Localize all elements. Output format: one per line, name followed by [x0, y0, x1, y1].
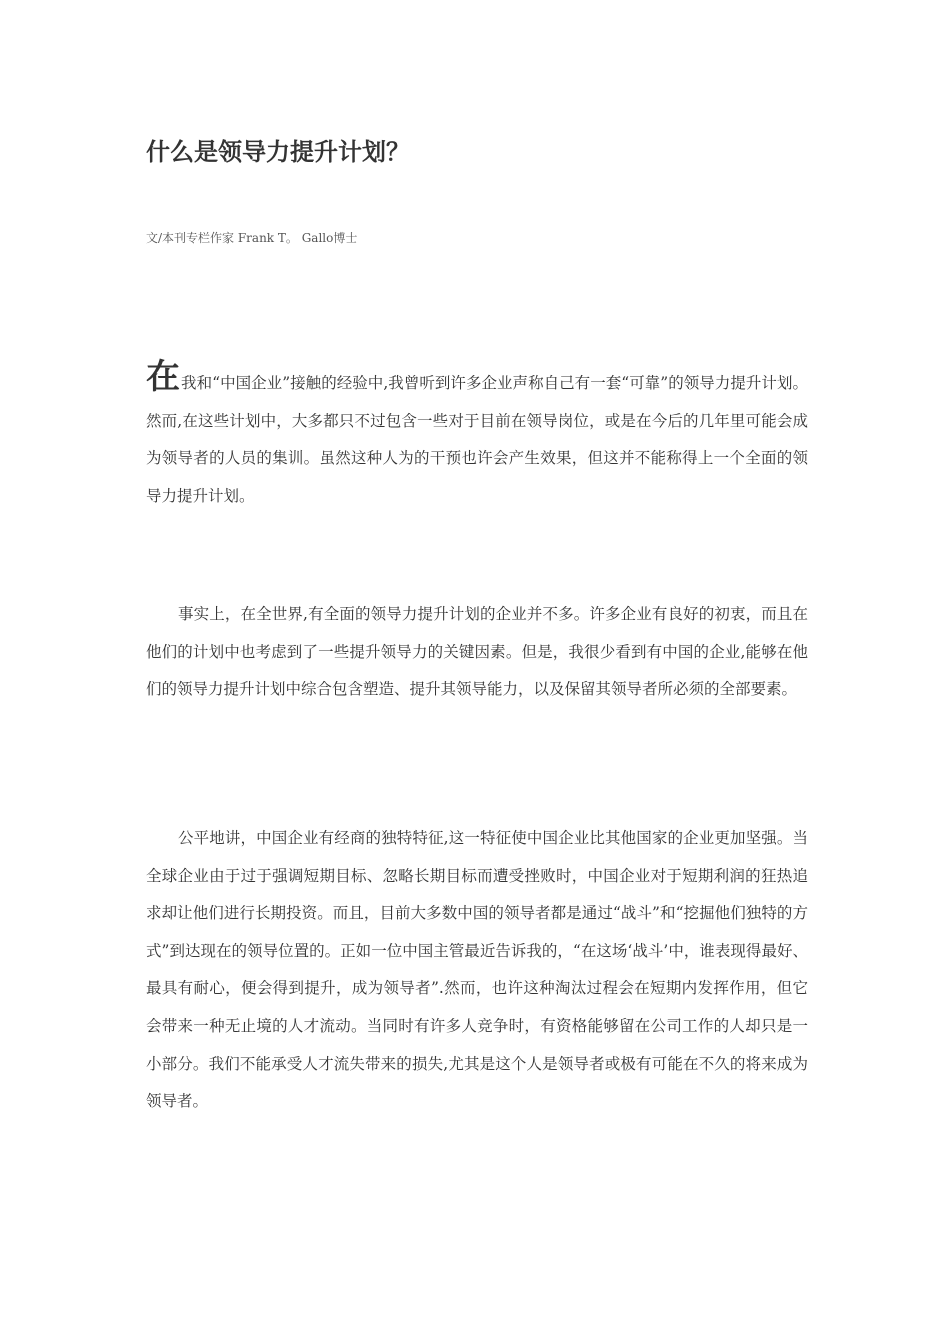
article-title: 什么是领导力提升计划？ — [146, 138, 410, 166]
drop-cap: 在 — [146, 357, 181, 397]
paragraph-1-text: 我和“中国企业”接触的经验中,我曾听到许多企业声称自己有一套“可靠”的领导力提升计划。然而,在这些计划中，大多都只不过包含一些对于目前在领导岗位，或是在今后的几年里可能会成为领导者的人员的集训。虽然这种人为的干预也许会产生效果，但这并不能称得上一个全面的领导力提升计划。 — [146, 374, 809, 505]
paragraph-2: 事实上，在全世界,有全面的领导力提升计划的企业并不多。许多企业有良好的初衷，而且在他们的计划中也考虑到了一些提升领导力的关键因素。但是，我很少看到有中国的企业,能够在他们的领导力提升计划中综合包含塑造、提升其领导能力，以及保留其领导者所必须的全部要素。 — [146, 605, 808, 699]
paragraph-3: 公平地讲，中国企业有经商的独特特征,这一特征使中国企业比其他国家的企业更加坚强。当全球企业由于过于强调短期目标、忽略长期目标而遭受挫败时，中国企业对于短期利润的狂热追求却让他们进行长期投资。而且，目前大多数中国的领导者都是通过“战斗”和“挖掘他们独特的方式”到达现在的领导位置的。正如一位中国主管最近告诉我的，“在这场‘战斗’中，谁表现得最好、最具有耐心，便会得到提升，成为领导者”.然而，也许这种淘汰过程会在短期内发挥作用，但它会带来一种无止境的人才流动。当同时有许多人竞争时，有资格能够留在公司工作的人却只是一小部分。我们不能承受人才流失带来的损失,尤其是这个人是领导者或极有可能在不久的将来成为领导者。 — [146, 829, 808, 1111]
paragraph-1 — [146, 357, 809, 515]
article-byline: 文/本刊专栏作家 Frank T。 Gallo博士 — [146, 231, 358, 245]
